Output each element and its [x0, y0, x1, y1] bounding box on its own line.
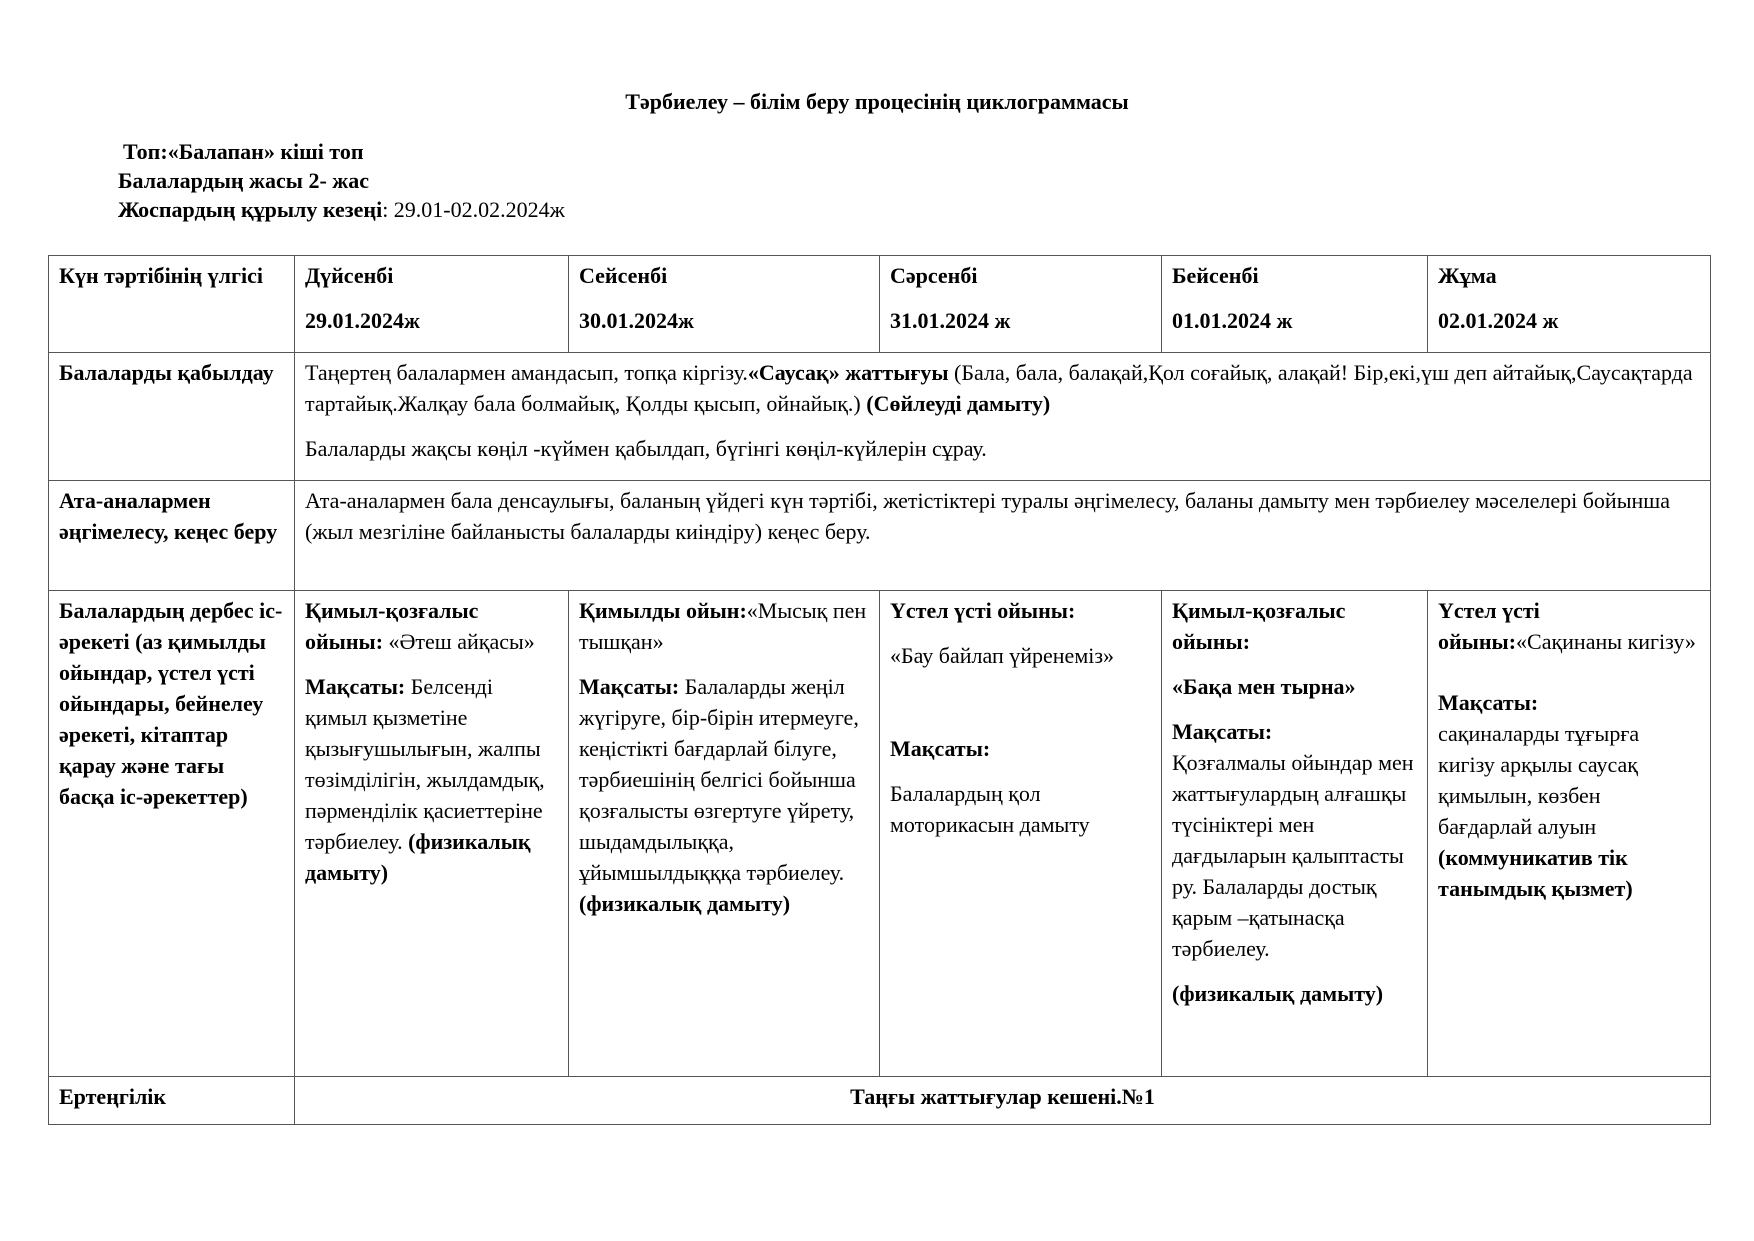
- game-name: «Сақинаны кигізу»: [1516, 629, 1696, 654]
- header-day-fri: [1428, 256, 1711, 353]
- goal-text: Белсенді қимыл қызметіне қызығушылығын, жалпы төзімділігін, жылдамдық, пәрменділік қасиеттеріне тәрбиелеу.: [305, 674, 545, 854]
- reception-exercise-text: (Бала, бала, балақай,Қол соғайық, алақай! Бір,екі,үш деп айтайық,Саусақтарда тартайық.Жалқау бала болмайық, Қолды қысып, ойнайық.): [305, 360, 1693, 416]
- goal-label: Мақсаты:: [579, 674, 680, 699]
- day-name: Сейсенбі: [579, 263, 668, 288]
- reception-text-a: Таңертең балалармен амандасып, топқа кіргізу.: [305, 360, 748, 385]
- game-title: [579, 595, 869, 657]
- goal-label: Мақсаты:: [890, 736, 991, 761]
- development-area: (коммуникатив тік танымдық қызмет): [1438, 845, 1633, 901]
- morning-row: [49, 1077, 1711, 1125]
- goal-label: Мақсаты:: [305, 674, 406, 699]
- reception-content: [295, 353, 1711, 481]
- day-date: 01.01.2024 ж: [1172, 308, 1293, 333]
- activity-tue: [569, 591, 880, 1077]
- goal-text-body: сақиналарды тұғырға кигізу арқылы саусақ қимылын, көзбен бағдарлай алуын: [1438, 721, 1640, 839]
- game-goal: [305, 671, 558, 888]
- day-date: 02.01.2024 ж: [1438, 308, 1559, 333]
- header-day-wed: [880, 256, 1162, 353]
- day-date: 31.01.2024 ж: [890, 308, 1011, 333]
- reception-paragraph: [305, 357, 1700, 419]
- game-name: «Әтеш айқасы»: [383, 629, 535, 654]
- group-label: Топ:: [123, 139, 168, 164]
- activity-row: [49, 591, 1711, 1077]
- activity-wed: [880, 591, 1162, 1077]
- page-title: Тәрбиелеу – білім беру процесінің циклограммасы: [625, 89, 1129, 114]
- activity-label: Балалардың дербес іс-әрекеті (аз қимылды ойындар, үстел үсті ойындары, бейнелеу әрекеті, кітаптар қарау және тағы басқа іс-әрекеттер): [49, 591, 295, 1077]
- group-line: [123, 137, 364, 167]
- morning-content: Таңғы жаттығулар кешені.№1: [295, 1077, 1711, 1125]
- goal-text: Қозғалмалы ойындар мен жаттығулардың алғашқы түсініктері мен дағдыларын қалыптасты ру. Балаларды достық қарым –қатынасқа тәрбиелеу.: [1172, 750, 1414, 961]
- goal-label: Мақсаты:: [1172, 719, 1273, 744]
- reception-label: Балаларды қабылдау: [49, 353, 295, 481]
- period-label: Жоспардың құрылу кезеңі: [118, 197, 383, 222]
- reception-paragraph-2: Балаларды жақсы көңіл -күймен қабылдап, бүгінгі көңіл-күйлерін сұрау.: [305, 436, 987, 461]
- parents-row: [49, 481, 1711, 591]
- goal-text: Балаларды жеңіл жүгіруге, бір-бірін итермеуге, кеңістікті бағдарлай білуге, тәрбиешінің белгісі бойынша қозғалысты өзгертуге үйрету, шыдамдылыққа, ұйымшылдықққа тәрбиелеу.: [579, 674, 859, 885]
- game-name: «Бақа мен тырна»: [1172, 674, 1356, 699]
- game-type: Қимылды ойын:: [579, 598, 747, 623]
- goal-label: Мақсаты:: [1438, 690, 1539, 715]
- day-name: Жұма: [1438, 263, 1497, 288]
- schedule-table: [48, 255, 1711, 1125]
- age-text: Балалардың жасы 2- жас: [118, 168, 369, 193]
- day-name: Дүйсенбі: [305, 263, 394, 288]
- reception-row: [49, 353, 1711, 481]
- game-type: Қимыл-қозғалыс ойыны:: [305, 598, 479, 654]
- age-line: [118, 166, 369, 196]
- game-type: Үстел үсті ойыны:: [1438, 598, 1540, 654]
- reception-exercise-title: «Саусақ» жаттығуы: [747, 360, 949, 385]
- period-line: [118, 195, 565, 225]
- morning-label: Ертеңгілік: [49, 1077, 295, 1125]
- game-type: Қимыл-қозғалыс ойыны:: [1172, 598, 1346, 654]
- game-title: [1438, 595, 1700, 657]
- development-area: (физикалық дамыту): [305, 829, 531, 885]
- activity-fri: [1428, 591, 1711, 1077]
- goal-text: Балалардың қол моторикасын дамыту: [890, 781, 1090, 837]
- game-goal: [579, 671, 869, 919]
- game-name: «Бау байлап үйренеміз»: [890, 643, 1115, 668]
- header-row: [49, 256, 1711, 353]
- header-day-mon: [295, 256, 569, 353]
- header-day-tue: [569, 256, 880, 353]
- game-title: [305, 595, 558, 657]
- parents-content: Ата-аналармен бала денсаулығы, баланың үйдегі күн тәртібі, жетістіктері туралы әңгімелесу, баланы дамыту мен тәрбиелеу мәселелері бойынша (жыл мезгіліне байланысты балаларды киіндіру) кеңес беру.: [295, 481, 1711, 591]
- day-date: 29.01.2024ж: [305, 308, 420, 333]
- reception-area: (Сөйлеуді дамыту): [866, 391, 1051, 416]
- game-type: Үстел үсті ойыны:: [890, 598, 1076, 623]
- day-name: Сәрсенбі: [890, 263, 978, 288]
- period-value: : 29.01-02.02.2024ж: [382, 197, 565, 222]
- day-name: Бейсенбі: [1172, 263, 1259, 288]
- development-area: (физикалық дамыту): [579, 891, 791, 916]
- development-area: (физикалық дамыту): [1172, 981, 1384, 1006]
- header-day-thu: [1162, 256, 1428, 353]
- header-col0: Күн тәртібінің үлгісі: [49, 256, 295, 353]
- group-value: «Балапан» кіші топ: [167, 139, 364, 164]
- parents-label: Ата-аналармен әңгімелесу, кеңес беру: [49, 481, 295, 591]
- activity-thu: [1162, 591, 1428, 1077]
- day-date: 30.01.2024ж: [579, 308, 694, 333]
- goal-text: [1438, 718, 1700, 904]
- activity-mon: [295, 591, 569, 1077]
- game-name: «Мысық пен тышқан»: [579, 598, 867, 654]
